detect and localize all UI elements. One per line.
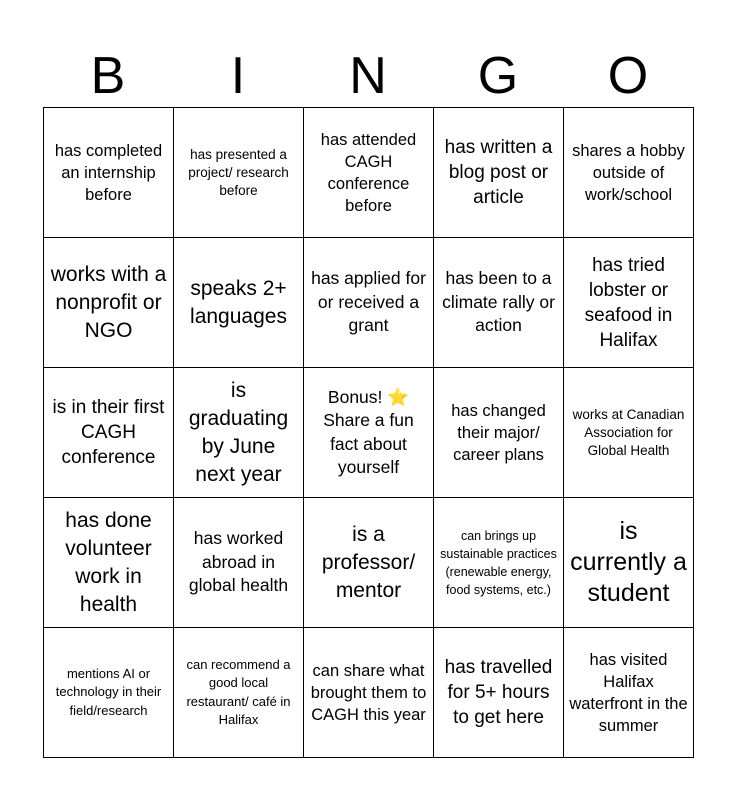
header-letter-i: I — [230, 47, 246, 105]
bingo-cell-bonus[interactable] — [304, 368, 434, 498]
cell-text: mentions AI or technology in their field/research — [55, 665, 162, 718]
bingo-header — [43, 44, 693, 108]
cell-text: has presented a project/ research before — [188, 146, 289, 198]
cell-text: has written a blog post or article — [444, 137, 553, 208]
cell-text: is currently a student — [570, 517, 687, 607]
cell-text: has worked abroad in global health — [188, 528, 289, 596]
header-letter-n: N — [349, 47, 387, 105]
cell-text: is graduating by June next year — [188, 378, 289, 486]
bingo-cell[interactable] — [304, 108, 434, 238]
bingo-cell[interactable] — [174, 108, 304, 238]
bingo-cell[interactable] — [564, 498, 694, 628]
cell-text: has travelled for 5+ hours to get here — [444, 657, 553, 728]
header-letter-b: B — [90, 47, 126, 105]
bingo-cell[interactable] — [564, 368, 694, 498]
bingo-cell[interactable] — [174, 368, 304, 498]
cell-text: shares a hobby outside of work/school — [572, 141, 685, 204]
cell-text: has attended CAGH conference before — [320, 130, 417, 215]
cell-text: is a professor/ mentor — [321, 522, 416, 602]
bingo-cell[interactable] — [44, 238, 174, 368]
cell-text: has been to a climate rally or action — [442, 268, 555, 336]
bingo-cell[interactable] — [434, 238, 564, 368]
header-letter-g: G — [477, 47, 519, 105]
bingo-cell[interactable] — [44, 368, 174, 498]
bingo-cell[interactable] — [564, 628, 694, 758]
cell-text: can share what brought them to CAGH this year — [310, 661, 427, 724]
bingo-cell[interactable] — [304, 238, 434, 368]
bingo-cell[interactable] — [44, 628, 174, 758]
bingo-cell[interactable] — [434, 108, 564, 238]
cell-text: works with a nonprofit or NGO — [50, 262, 167, 342]
cell-text: speaks 2+ languages — [190, 276, 287, 328]
bingo-cell[interactable] — [304, 498, 434, 628]
header-letter-o: O — [607, 47, 649, 105]
cell-text: is in their first CAGH conference — [52, 397, 165, 468]
bingo-cell[interactable] — [304, 628, 434, 758]
bingo-cell[interactable] — [174, 238, 304, 368]
bingo-cell[interactable] — [564, 108, 694, 238]
bingo-cell[interactable] — [174, 628, 304, 758]
cell-text: has visited Halifax waterfront in the summer — [569, 650, 688, 735]
cell-text: Bonus! ⭐ Share a fun fact about yourself — [323, 386, 414, 477]
bingo-cell[interactable] — [564, 238, 694, 368]
cell-text: has tried lobster or seafood in Halifax — [584, 254, 673, 351]
bingo-cell[interactable] — [44, 498, 174, 628]
cell-text: can recommend a good local restaurant/ café in Halifax — [186, 656, 291, 727]
bingo-cell[interactable] — [434, 498, 564, 628]
cell-text: has changed their major/ career plans — [451, 401, 546, 464]
bingo-cell[interactable] — [434, 628, 564, 758]
cell-text: can brings up sustainable practices (renewable energy, food systems, etc.) — [440, 528, 557, 597]
cell-text: has done volunteer work in health — [65, 508, 152, 616]
bingo-cell[interactable] — [44, 108, 174, 238]
bingo-cell[interactable] — [174, 498, 304, 628]
cell-text: has applied for or received a grant — [311, 268, 426, 336]
bingo-cell[interactable] — [434, 368, 564, 498]
bingo-board — [43, 107, 694, 758]
cell-text: works at Canadian Association for Global Health — [572, 406, 685, 458]
cell-text: has completed an internship before — [54, 141, 163, 204]
